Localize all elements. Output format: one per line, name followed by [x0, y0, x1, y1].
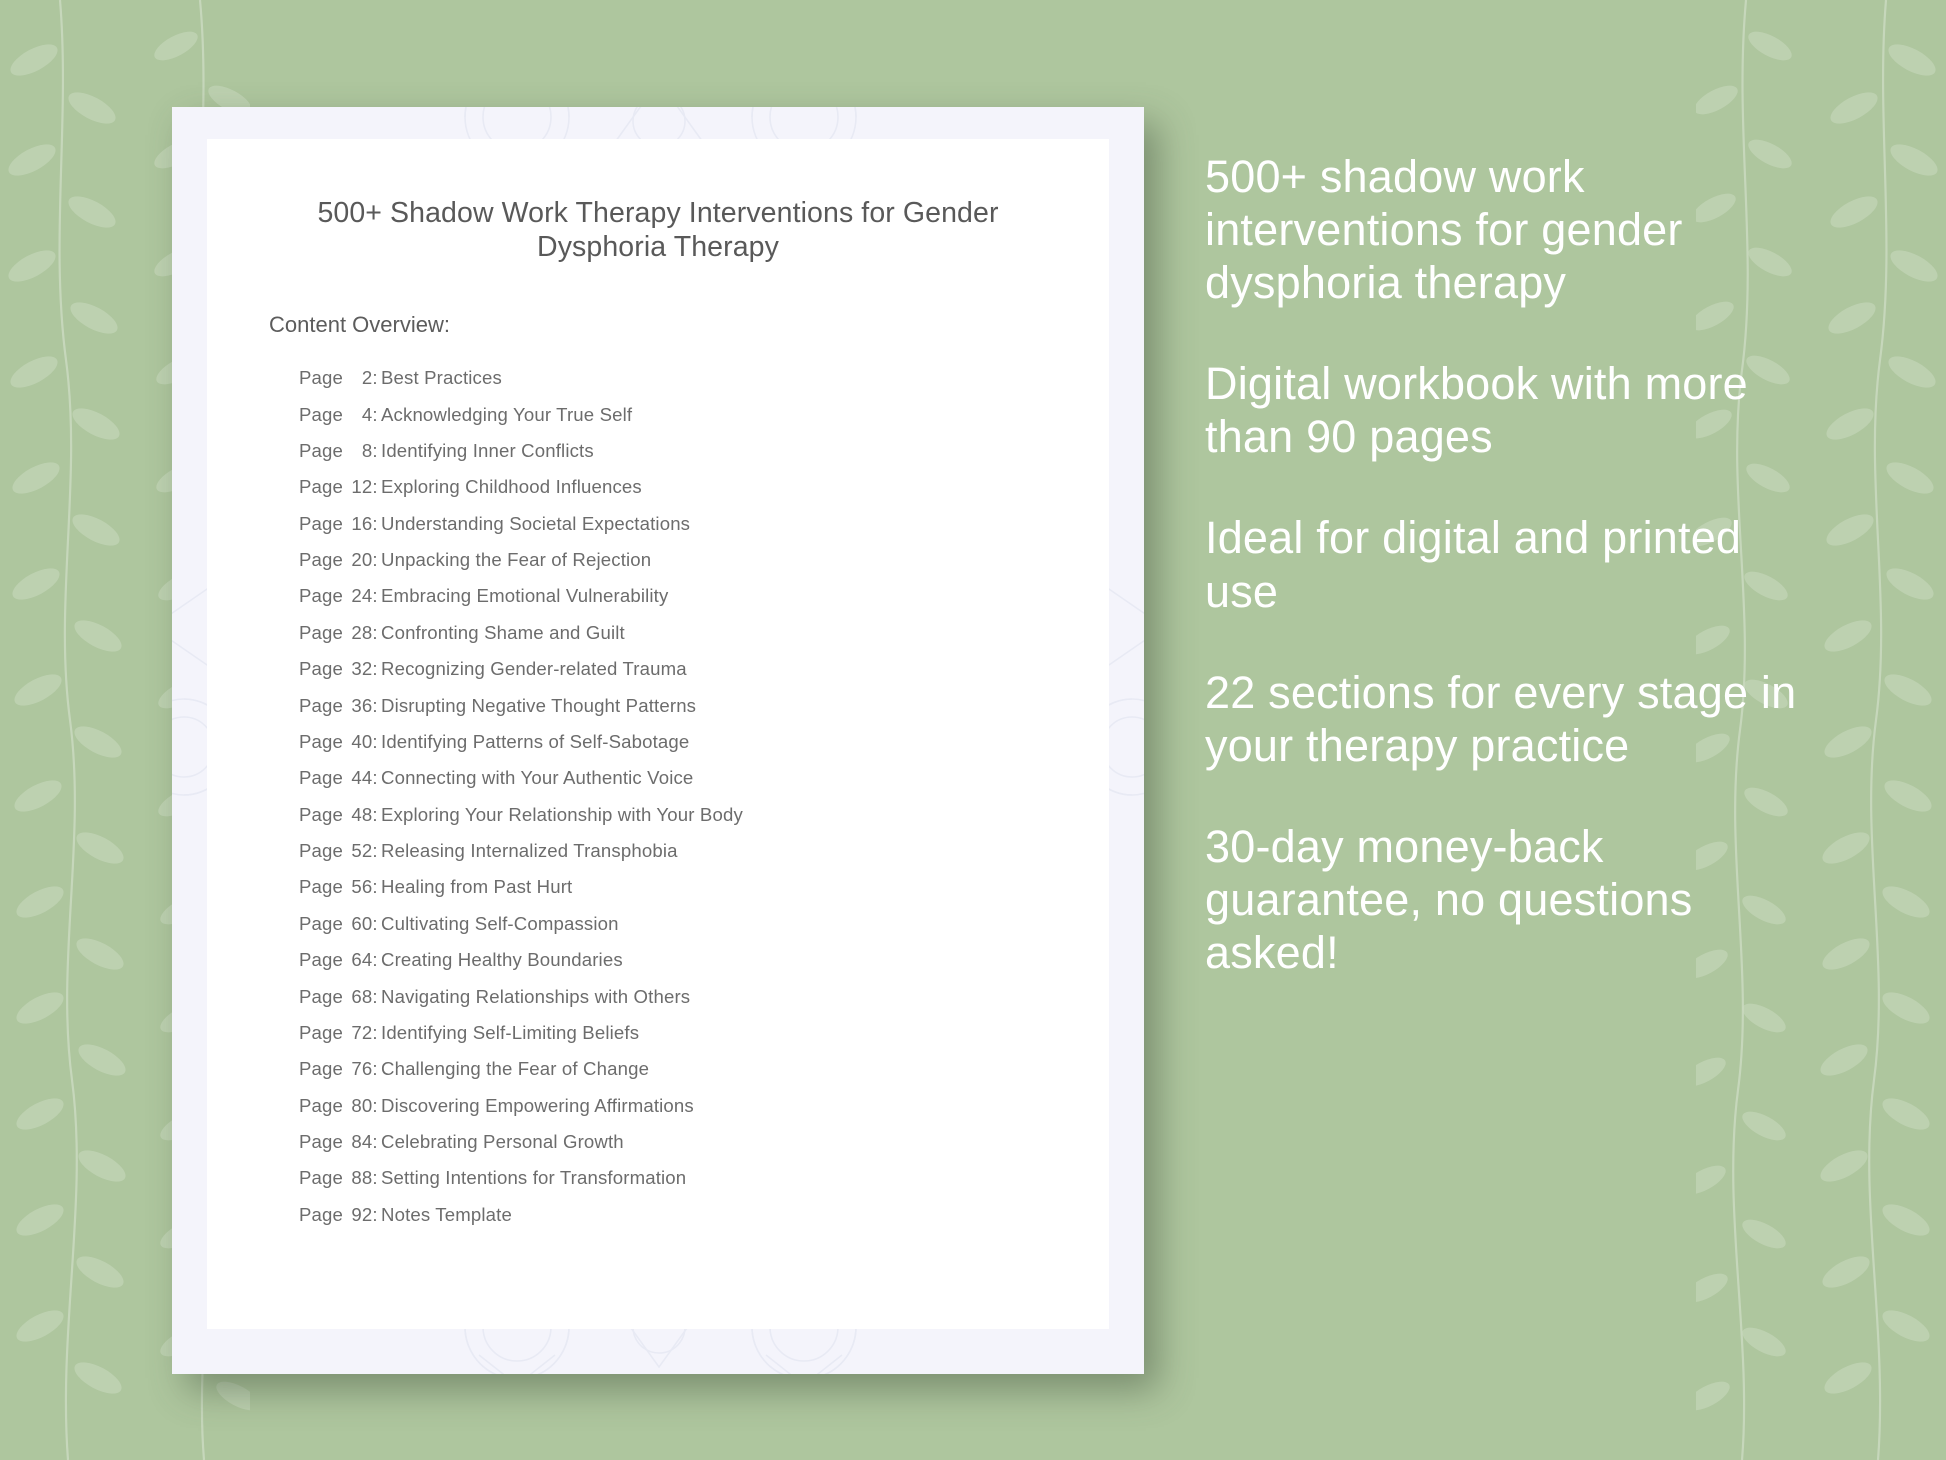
toc-entry-page: Page 92:: [299, 1203, 378, 1225]
toc-entry-page-number: 84: [351, 1131, 373, 1153]
toc-entry-title: Navigating Relationships with Others: [381, 985, 691, 1007]
toc-entry[interactable]: [299, 1015, 1109, 1051]
toc-entry-page: Page 48:: [299, 803, 378, 825]
toc-entry-page-number: 12: [351, 476, 373, 498]
table-of-contents: [207, 338, 1109, 1233]
toc-entry-title: Notes Template: [381, 1203, 512, 1225]
toc-entry-title: Cultivating Self-Compassion: [381, 912, 619, 934]
toc-entry[interactable]: [299, 760, 1109, 796]
toc-entry[interactable]: [299, 797, 1109, 833]
toc-entry-page-number: 48: [351, 803, 373, 825]
toc-entry-page-number: 16: [351, 512, 373, 534]
toc-entry-page: Page 12:: [299, 476, 378, 498]
toc-entry-page: Page 40:: [299, 730, 378, 752]
toc-entry-page-number: 92: [351, 1203, 373, 1225]
toc-entry-page-number: 28: [351, 621, 373, 643]
toc-entry-title: Identifying Self-Limiting Beliefs: [381, 1021, 640, 1043]
toc-entry-page-number: 2: [361, 367, 373, 389]
toc-entry[interactable]: [299, 724, 1109, 760]
toc-entry-page-number: 56: [351, 876, 373, 898]
toc-entry-page-number: 8: [361, 439, 373, 461]
toc-entry-title: Confronting Shame and Guilt: [381, 621, 625, 643]
toc-entry-title: Disrupting Negative Thought Patterns: [381, 694, 697, 716]
toc-entry-page-number: 76: [351, 1058, 373, 1080]
toc-entry-page: Page 60:: [299, 912, 378, 934]
toc-entry[interactable]: [299, 651, 1109, 687]
toc-entry-title: Exploring Childhood Influences: [381, 476, 642, 498]
toc-entry-page: Page 56:: [299, 876, 378, 898]
toc-entry-title: Releasing Internalized Transphobia: [381, 840, 678, 862]
marketing-bullet: 500+ shadow work interventions for gender dysphoria therapy: [1205, 151, 1683, 309]
toc-entry[interactable]: [299, 1124, 1109, 1160]
toc-entry-page: Page 52:: [299, 840, 378, 862]
toc-entry[interactable]: [299, 1051, 1109, 1087]
toc-entry[interactable]: [299, 1197, 1109, 1233]
toc-entry-page: Page 4:: [299, 403, 378, 425]
toc-entry-title: Identifying Inner Conflicts: [381, 439, 594, 461]
toc-entry-title: Exploring Your Relationship with Your Body: [381, 803, 743, 825]
toc-entry-page: Page 36:: [299, 694, 378, 716]
toc-entry-title: Creating Healthy Boundaries: [381, 949, 623, 971]
toc-entry-page-number: 52: [351, 840, 373, 862]
toc-entry-page-number: 24: [351, 585, 373, 607]
toc-entry-page: Page 32:: [299, 658, 378, 680]
toc-entry-page-number: 20: [351, 549, 373, 571]
toc-entry[interactable]: [299, 833, 1109, 869]
toc-entry-page-number: 80: [351, 1094, 373, 1116]
toc-entry-page: Page 44:: [299, 767, 378, 789]
toc-entry[interactable]: [299, 1161, 1109, 1197]
toc-entry[interactable]: [299, 870, 1109, 906]
toc-entry-title: Unpacking the Fear of Rejection: [381, 549, 652, 571]
marketing-bullet: Digital workbook with more than 90 pages: [1205, 358, 1748, 463]
toc-entry-title: Understanding Societal Expectations: [381, 512, 691, 534]
toc-entry-page-number: 60: [351, 912, 373, 934]
toc-entry-page: Page 28:: [299, 621, 378, 643]
toc-entry-page-number: 4: [361, 403, 373, 425]
toc-entry[interactable]: [299, 542, 1109, 578]
toc-entry-page: Page 8:: [299, 439, 378, 461]
toc-entry[interactable]: [299, 579, 1109, 615]
toc-entry[interactable]: [299, 615, 1109, 651]
toc-entry-page-number: 72: [351, 1021, 373, 1043]
toc-entry-page: Page 68:: [299, 985, 378, 1007]
marketing-bullet: 22 sections for every stage in your therapy practice: [1205, 666, 1797, 771]
toc-entry[interactable]: [299, 360, 1109, 396]
toc-entry-title: Setting Intentions for Transformation: [381, 1167, 687, 1189]
page-title: 500+ Shadow Work Therapy Interventions for Gender Dysphoria Therapy: [317, 197, 999, 263]
toc-entry[interactable]: [299, 506, 1109, 542]
toc-entry[interactable]: [299, 433, 1109, 469]
toc-entry[interactable]: [299, 942, 1109, 978]
toc-entry-page: Page 16:: [299, 512, 378, 534]
toc-entry[interactable]: [299, 397, 1109, 433]
toc-entry[interactable]: [299, 1088, 1109, 1124]
toc-entry-title: Celebrating Personal Growth: [381, 1131, 624, 1153]
toc-entry[interactable]: [299, 469, 1109, 505]
toc-entry-page: Page 76:: [299, 1058, 378, 1080]
document-page-body: [207, 139, 1109, 1329]
toc-entry-page-number: 32: [351, 658, 373, 680]
toc-entry-page-number: 36: [351, 694, 373, 716]
toc-entry-page-number: 68: [351, 985, 373, 1007]
toc-entry-title: Connecting with Your Authentic Voice: [381, 767, 694, 789]
toc-entry-page: Page 2:: [299, 367, 378, 389]
toc-entry-title: Recognizing Gender-related Trauma: [381, 658, 687, 680]
toc-entry-page: Page 84:: [299, 1131, 378, 1153]
toc-entry-page-number: 44: [351, 767, 373, 789]
toc-entry-title: Embracing Emotional Vulnerability: [381, 585, 669, 607]
toc-entry-title: Discovering Empowering Affirmations: [381, 1094, 694, 1116]
toc-entry-page: Page 24:: [299, 585, 378, 607]
toc-entry-page-number: 88: [351, 1167, 373, 1189]
marketing-bullet: Ideal for digital and printed use: [1205, 512, 1742, 617]
document-page[interactable]: [172, 107, 1144, 1374]
toc-entry-title: Best Practices: [381, 367, 502, 389]
toc-entry-title: Acknowledging Your True Self: [381, 403, 633, 425]
toc-entry-page: Page 88:: [299, 1167, 378, 1189]
toc-entry-title: Challenging the Fear of Change: [381, 1058, 650, 1080]
toc-entry-page-number: 40: [351, 730, 373, 752]
toc-entry-page: Page 72:: [299, 1021, 378, 1043]
marketing-bullet: 30-day money-back guarantee, no questions asked!: [1205, 820, 1693, 979]
toc-entry-page: Page 80:: [299, 1094, 378, 1116]
toc-entry[interactable]: [299, 906, 1109, 942]
content-overview-label: Content Overview:: [269, 312, 450, 338]
toc-entry-page: Page 20:: [299, 549, 378, 571]
toc-entry-title: Identifying Patterns of Self-Sabotage: [381, 730, 690, 752]
toc-entry-title: Healing from Past Hurt: [381, 876, 573, 898]
marketing-bullet-list: [1205, 150, 1825, 979]
toc-entry-page: Page 64:: [299, 949, 378, 971]
toc-entry[interactable]: [299, 979, 1109, 1015]
toc-entry-page-number: 64: [351, 949, 373, 971]
toc-entry[interactable]: [299, 688, 1109, 724]
